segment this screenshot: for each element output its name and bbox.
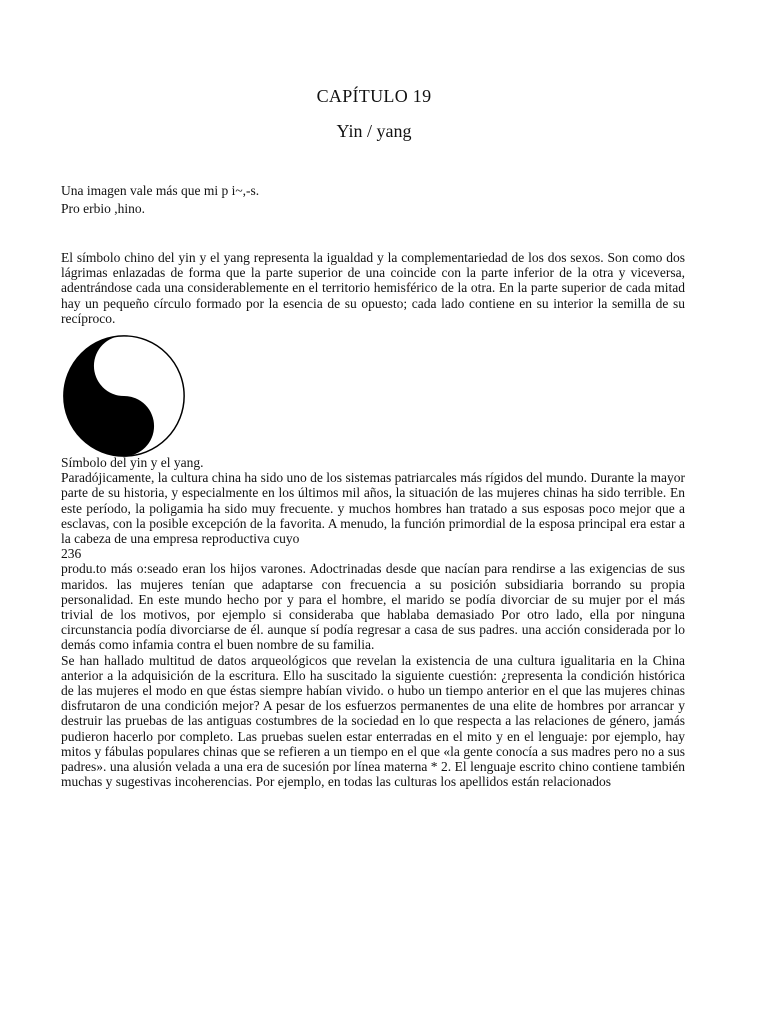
figure-caption: Símbolo del yin y el yang.: [61, 455, 204, 470]
body-text-main: [61, 455, 685, 789]
page-number: 236: [61, 546, 82, 562]
paragraph: El símbolo chino del yin y el yang representa la igualdad y la complementariedad de los dos sexos. Son como dos lágrimas enlazadas de forma que la parte superior de una coincide con la parte inferior de la otra y viceversa, adentrándose cada una considerablemente en el territorio hemisférico de la otra. En la parte superior de cada mitad hay un pequeño círculo formado por la esencia de su opuesto; cada lado contiene en su interior la semilla de su recíproco.: [61, 250, 685, 326]
chapter-title: Yin / yang: [336, 121, 412, 141]
chapter-heading: CAPÍTULO 19: [316, 86, 432, 106]
paragraph: produ.to más o:seado eran los hijos varones. Adoctrinadas desde que nacían para rendirse a las exigencias de sus maridos. las mujeres tenían que adaptarse con frecuencia a su posición subsidiaria borrando su propia personalidad. En este mundo hecho por y para el hombre, el marido se podía divorciar de su mujer por el más trivial de los motivos, por ejemplo si consideraba que hablaba demasiado Por otro lado, ella por ninguna circunstancia podía divorciarse de él. aunque sí podía regresar a casa de sus padres. una acción considerada por lo demás como infamia contra el buen nombre de su familia.: [61, 561, 685, 653]
yin-yang-icon: [62, 334, 186, 458]
epigraph-source: Pro erbio ,hino.: [61, 200, 145, 216]
epigraph-quote: Una imagen vale más que mi p i~,-s.: [61, 183, 260, 198]
paragraph: Paradójicamente, la cultura china ha sido uno de los sistemas patriarcales más rígidos del mundo. Durante la mayor parte de su historia, y especialmente en los últimos mil años, la situación de las mujeres chinas ha sido terrible. En este período, la poligamia ha sido muy frecuente. y muchos hombres han tratado a sus esposas poco mejor que a esclavas, con la posible excepción de la favorita. A menudo, la función primordial de la esposa principal era estar a la cabeza de una empresa reproductiva cuyo: [61, 470, 685, 547]
epigraph: [61, 182, 259, 217]
body-text-intro: [61, 250, 685, 326]
paragraph: Se han hallado multitud de datos arqueológicos que revelan la existencia de una cultura igualitaria en la China anterior a la adquisición de la escritura. Ello ha suscitado la siguiente cuestión: ¿representa la condición histórica de las mujeres el modo en que éstas siempre habían vivido. o hubo un tiempo anterior en el que las mujeres chinas disfrutaron de una condición mejor? A pesar de los esfuerzos permanentes de una elite de hombres por arrancar y destruir las pruebas de las antiguas costumbres de la sociedad en lo que respecta a las relaciones de género, jamás pudieron hacerlo por completo. Las pruebas suelen estar enterradas en el mito y en el lenguaje: por ejemplo, hay mitos y fábulas populares chinas que se refieren a un tiempo en el que «la gente conocía a sus madres pero no a sus padres». una alusión velada a una era de sucesión por línea materna * 2. El lenguaje escrito chino contiene también muchas y sugestivas incoherencias. Por ejemplo, en todas las culturas los apellidos están relacionados: [61, 652, 685, 790]
